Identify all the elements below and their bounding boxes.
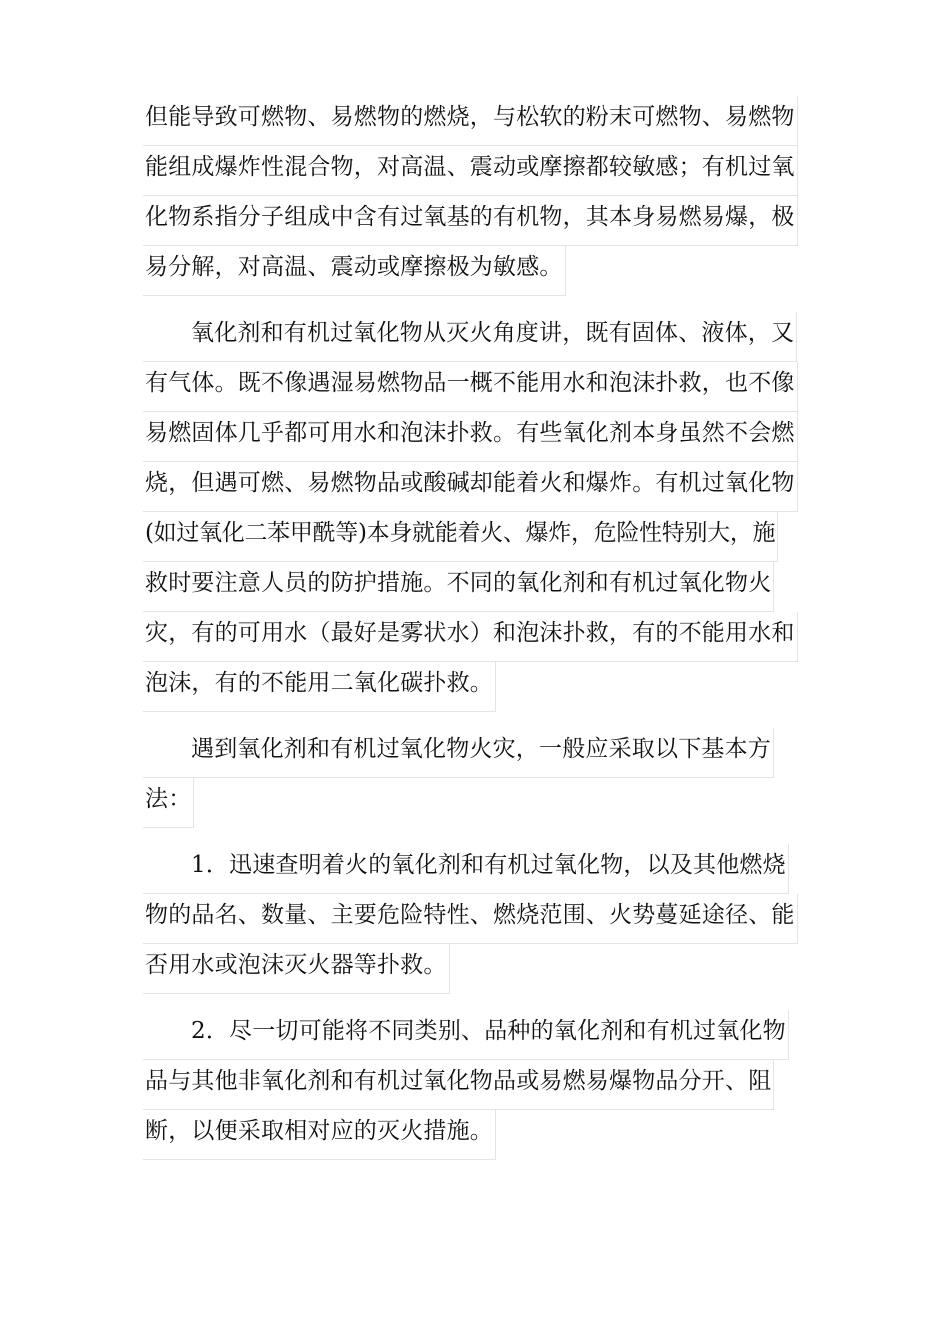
text-line: 化物系指分子组成中含有过氧基的有机物，其本身易燃易爆，极 — [143, 196, 798, 246]
text-line: 易分解，对高温、震动或摩擦极为敏感。 — [143, 246, 566, 296]
paragraph-4 — [145, 844, 825, 994]
text-line: 品与其他非氧化剂和有机过氧化物品或易燃易爆物品分开、阻 — [143, 1060, 774, 1110]
paragraph-3 — [145, 728, 825, 828]
text-line: (如过氧化二苯甲酰等)本身就能着火、爆炸，危险性特别大，施 — [143, 512, 778, 562]
text-line: 有气体。既不像遇湿易燃物品一概不能用水和泡沫扑救，也不像 — [143, 362, 798, 412]
text-line: 但能导致可燃物、易燃物的燃烧，与松软的粉末可燃物、易燃物 — [143, 96, 798, 146]
paragraph-1 — [145, 96, 825, 296]
text-line: 否用水或泡沫灭火器等扑救。 — [143, 944, 450, 994]
text-line: 遇到氧化剂和有机过氧化物火灾，一般应采取以下基本方 — [143, 728, 774, 778]
text-line: 能组成爆炸性混合物，对高温、震动或摩擦都较敏感；有机过氧 — [143, 146, 798, 196]
text-line: 氧化剂和有机过氧化物从灭火角度讲，既有固体、液体，又 — [143, 312, 797, 362]
text-line: 断，以便采取相对应的灭火措施。 — [143, 1110, 496, 1160]
text-line: 物的品名、数量、主要危险特性、燃烧范围、火势蔓延途径、能 — [143, 894, 798, 944]
text-line: 易燃固体几乎都可用水和泡沫扑救。有些氧化剂本身虽然不会燃 — [143, 412, 798, 462]
text-line: 灾，有的可用水（最好是雾状水）和泡沫扑救，有的不能用水和 — [143, 612, 798, 662]
text-line: 烧，但遇可燃、易燃物品或酸碱却能着火和爆炸。有机过氧化物 — [143, 462, 798, 512]
text-line: 泡沫，有的不能用二氧化碳扑救。 — [143, 662, 496, 712]
paragraph-2 — [145, 312, 825, 712]
text-line: 2．尽一切可能将不同类别、品种的氧化剂和有机过氧化物 — [143, 1010, 789, 1060]
text-line: 救时要注意人员的防护措施。不同的氧化剂和有机过氧化物火 — [143, 562, 774, 612]
paragraph-5 — [145, 1010, 825, 1160]
text-line: 1．迅速查明着火的氧化剂和有机过氧化物，以及其他燃烧 — [143, 844, 789, 894]
text-line: 法： — [143, 778, 194, 828]
